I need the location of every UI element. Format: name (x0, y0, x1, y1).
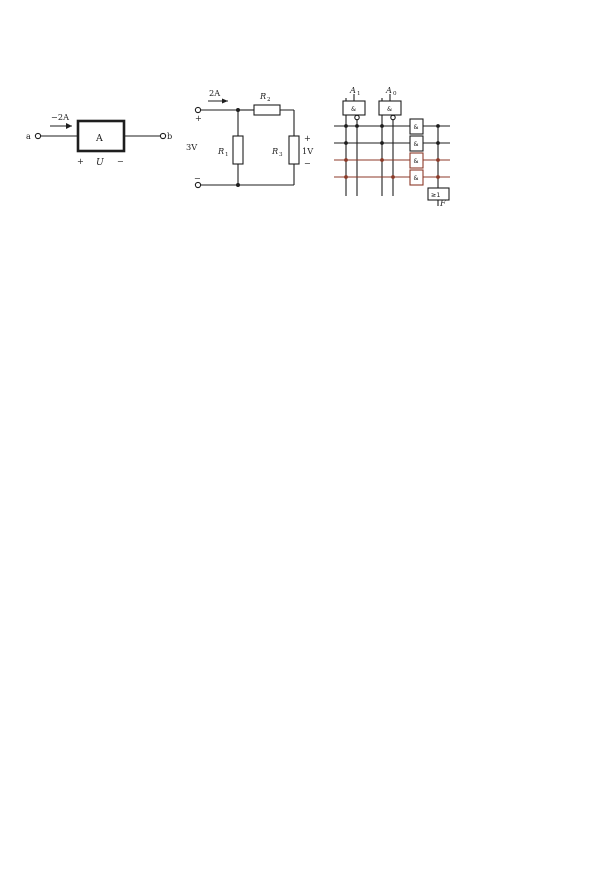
figure-captions (0, 210, 600, 228)
fig2-r1: R (218, 146, 225, 156)
svg-text:1: 1 (357, 91, 361, 97)
svg-text:2: 2 (267, 97, 271, 103)
fig3-and-symbol: & (413, 157, 419, 165)
fig3-output-label: F (440, 198, 446, 208)
fig3-input-a1: A (350, 85, 356, 95)
fig1-terminal-a: a (26, 131, 31, 141)
fig3-inverter-symbol: & (387, 105, 392, 113)
fig2-plus: + (195, 113, 202, 123)
fig3-input-a0: A (386, 85, 392, 95)
figure-18 (182, 88, 327, 204)
svg-text:3: 3 (279, 152, 283, 158)
fig3-or-symbol: ≥1 (431, 191, 441, 199)
fig1-polarity-minus: − (117, 156, 124, 166)
svg-text:0: 0 (393, 91, 397, 97)
fig3-and-symbol: & (413, 174, 419, 182)
fig3-inverter-symbol: & (351, 105, 356, 113)
fig3-and-symbol: & (413, 140, 419, 148)
figure-30 (330, 84, 475, 206)
figure-row (0, 85, 600, 208)
figure-17 (20, 90, 185, 202)
fig2-v-right: 1V (302, 146, 314, 156)
fig2-minus-right: − (304, 158, 311, 168)
fig2-minus: − (194, 173, 201, 183)
fig2-r3: R (272, 146, 279, 156)
page-title (0, 0, 600, 62)
fig1-box-label: A (96, 133, 103, 144)
fig1-polarity-plus: + (77, 156, 84, 166)
fig2-current-label: 2A (209, 88, 221, 98)
fig1-current-label: −2A (51, 112, 69, 122)
fig1-voltage-label: U (96, 157, 104, 168)
fig1-terminal-b: b (167, 131, 173, 141)
fig3-and-symbol: & (413, 123, 419, 131)
fig2-r2: R (260, 91, 267, 101)
svg-text:1: 1 (225, 152, 229, 158)
fig2-source-label: 3V (186, 142, 198, 152)
fig2-plus-right: + (304, 133, 311, 143)
